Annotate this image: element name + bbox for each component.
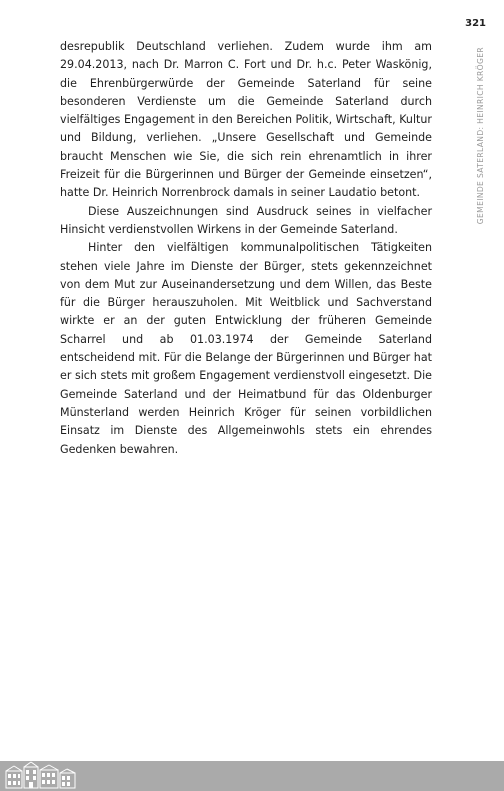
page-number: 321 [465,18,486,29]
building-facade-icon [4,761,78,789]
footer-bar [0,761,504,791]
body-text [60,38,432,459]
running-head: GEMEINDE SATERLAND: HEINRICH KRÖGER [476,47,485,225]
paragraph-1: desrepublik Deutschland verliehen. Zudem wurde ihm am 29.04.2013, nach Dr. Marron C. Fort und Dr. h.c. Peter Waskönig, die Ehrenbürgerwürde der Gemeinde Saterland für seine besonderen Verdienste um die Gemeinde Saterland durch vielfältiges Engagement in den Bereichen Politik, Wirtschaft, Kultur und Bildung, verliehen. „Unsere Gesellschaft und Gemeinde braucht Menschen wie Sie, die sich rein ehrenamtlich in ihrer Freizeit für die Bürgerinnen und Bürger der Gemeinde einsetzen“, hatte Dr. Heinrich Norrenbrock damals in seiner Laudatio betont. [60,40,432,200]
paragraph-3: Hinter den vielfältigen kommunalpolitischen Tätigkeiten stehen viele Jahre im Dienste der Bürger, stets gekennzeichnet von dem Mut zur Auseinandersetzung und dem Willen, das Beste für die Bürger herauszuholen. Mit Weitblick und Sachverstand wirkte er an der guten Entwicklung der früheren Gemeinde Scharrel und ab 01.03.1974 der Gemeinde Saterland entscheidend mit. Für die Belange der Bürgerinnen und Bürger hat er sich stets mit großem Engagement verdienstvoll eingesetzt. Die Gemeinde Saterland und der Heimatbund für das Oldenburger Münsterland werden Heinrich Kröger für seinen vorbildlichen Einsatz im Dienste des Allgemeinwohls stets ein ehrendes Gedenken bewahren. [60,241,432,456]
paragraph-2: Diese Auszeichnungen sind Ausdruck seines in vielfacher Hinsicht verdienstvollen Wirkens in der Gemeinde Saterland. [60,204,432,236]
